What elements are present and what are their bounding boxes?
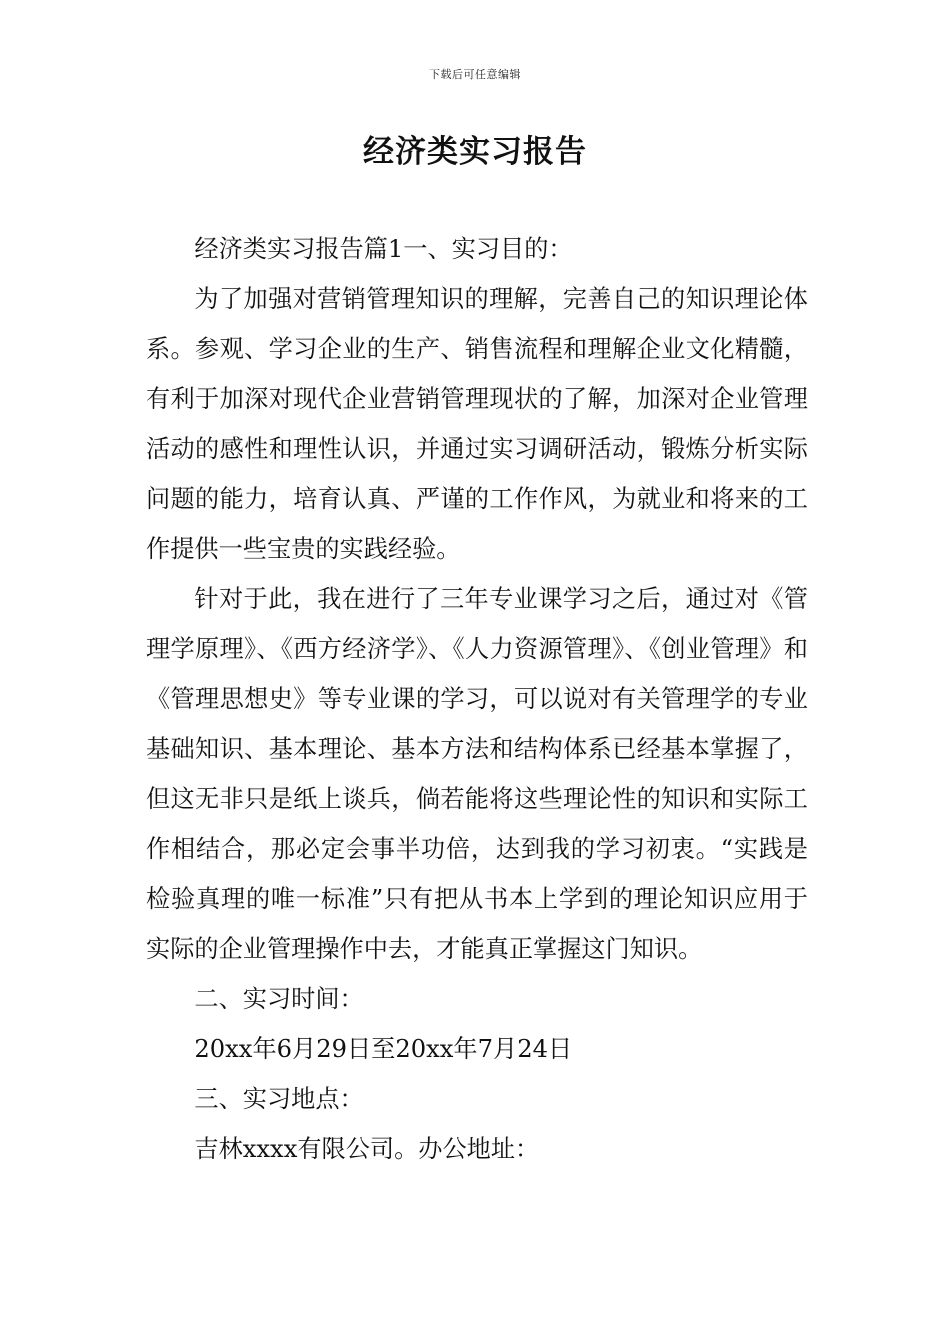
paragraph-time: 20xx年6月29日至20xx年7月24日 <box>194 1035 573 1063</box>
paragraph-background: 针对于此，我在进行了三年专业课学习之后，通过对《管理学原理》、《西方经济学》、《人力资源管理》、《创业管理》和《管理思想史》等专业课的学习，可以说对有关管理学的专业基础知识、基本理论、基本方法和结构体系已经基本掌握了，但这无非只是纸上谈兵，倘若能将这些理论性的知识和实际工作相结合，那必定会事半功倍，达到我的学习初衷。“实践是检验真理的唯一标准”只有把从书本上学到的理论知识应用于实际的企业管理操作中去，才能真正掌握这门知识。 <box>146 585 808 963</box>
header-note: 下载后可任意编辑 <box>429 68 521 81</box>
paragraph-purpose: 为了加强对营销管理知识的理解，完善自己的知识理论体系。参观、学习企业的生产、销售流程和理解企业文化精髓，有利于加深对现代企业营销管理现状的了解，加深对企业管理活动的感性和理性认识，并通过实习调研活动，锻炼分析实际问题的能力，培育认真、严谨的工作作风，为就业和将来的工作提供一些宝贵的实践经验。 <box>146 285 808 563</box>
paragraph-heading-time: 二、实习时间： <box>194 985 364 1013</box>
paragraph-heading-purpose: 经济类实习报告篇1一、实习目的： <box>194 235 573 263</box>
document-body <box>146 224 808 1174</box>
paragraph-location: 吉林xxxx有限公司。办公地址： <box>194 1135 540 1163</box>
paragraph-heading-location: 三、实习地点： <box>194 1085 364 1113</box>
document-title: 经济类实习报告 <box>363 134 587 170</box>
